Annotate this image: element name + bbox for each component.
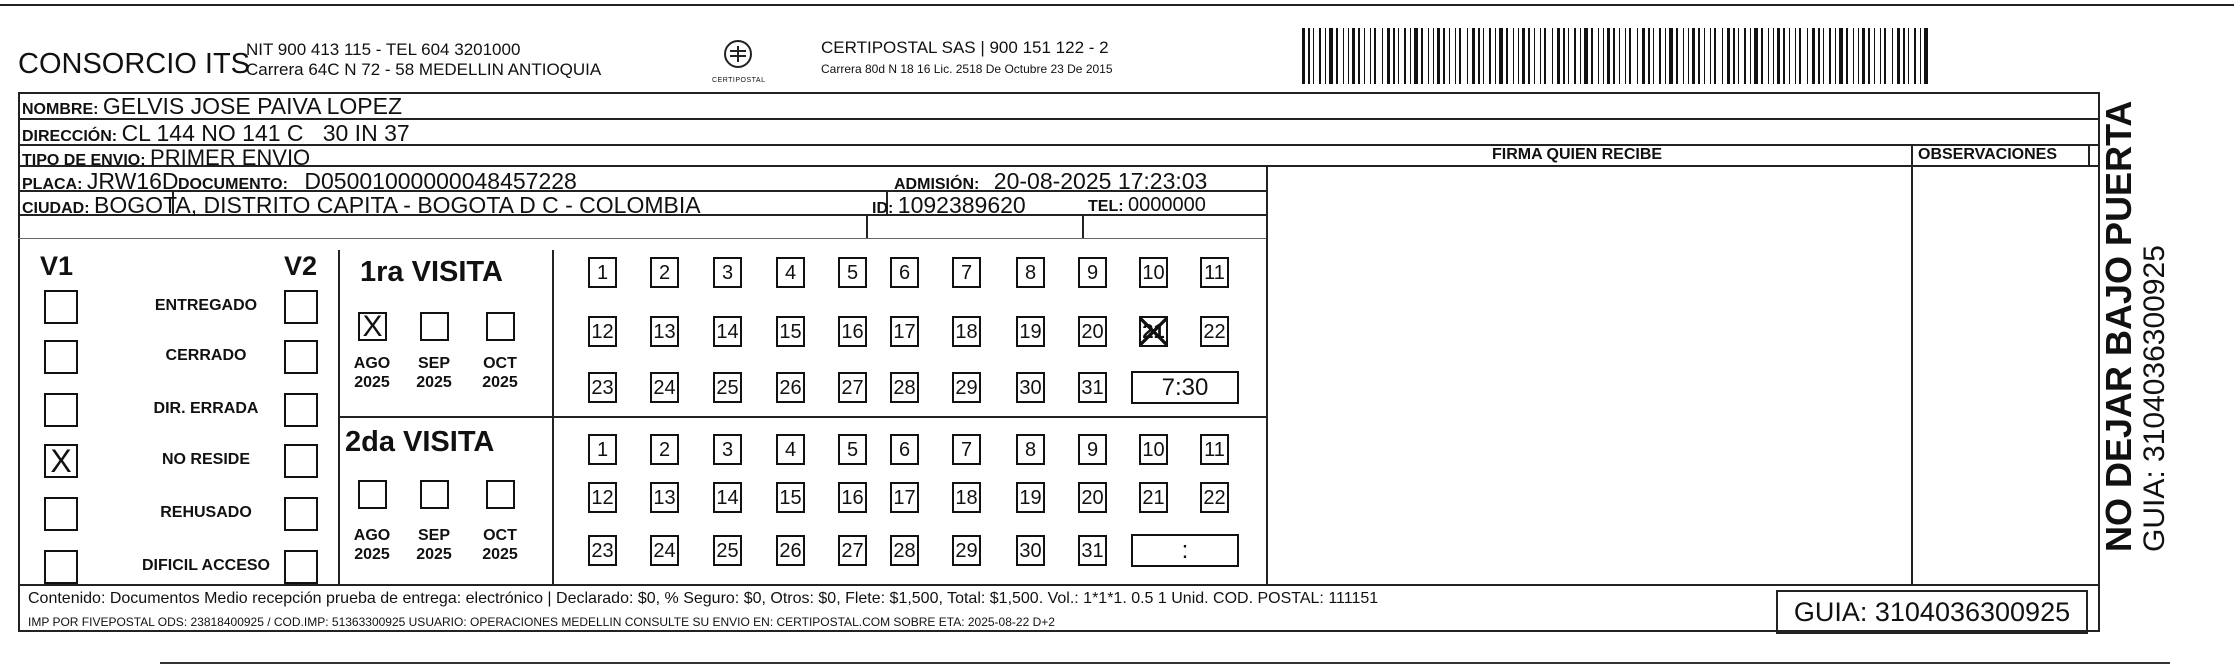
status-label-cerrado: CERRADO (165, 347, 247, 364)
visit2-day-31[interactable]: 31 (1078, 535, 1107, 566)
visit2-time-field[interactable]: : (1131, 534, 1239, 567)
visit2-day-21[interactable]: 21 (1139, 482, 1168, 513)
visit2-title: 2da VISITA (345, 426, 495, 458)
visit1-day-22[interactable]: 22 (1200, 316, 1229, 347)
status-label-rehusado: REHUSADO (160, 504, 252, 521)
id-field (872, 192, 1026, 219)
contenido-line: Contenido: Documentos Medio recepción prueba de entrega: electrónico | Declarado: $0, % Seguro: $0, Otros: $0, Flete: $1,500, Total: $1,500. Vol.: 1*1*1. 0.5 1 Unid. COD. POSTAL: 111151 (28, 590, 1379, 607)
visit2-day-13[interactable]: 13 (650, 482, 679, 513)
visit2-month-label-sep: SEP 2025 (416, 527, 452, 563)
visit2-day-19[interactable]: 19 (1016, 482, 1045, 513)
visit2-day-3[interactable]: 3 (713, 434, 742, 465)
certipostal-logo-icon (716, 36, 760, 80)
visit2-day-30[interactable]: 30 (1016, 535, 1045, 566)
v2-checkbox-rehusado[interactable] (284, 497, 318, 531)
v2-checkbox-cerrado[interactable] (284, 340, 318, 374)
v2-label: V2 (284, 251, 318, 281)
tipo-envio-value: PRIMER ENVIO (150, 145, 311, 170)
certipostal-line: CERTIPOSTAL SAS | 900 151 122 - 2 (821, 38, 1109, 57)
visit1-day-20[interactable]: 20 (1078, 316, 1107, 347)
visit2-day-26[interactable]: 26 (776, 535, 805, 566)
v2-checkbox-dificil-acceso[interactable] (284, 550, 318, 584)
visit1-month-label-oct: OCT 2025 (482, 355, 518, 391)
visit1-day-11[interactable]: 11 (1200, 257, 1229, 288)
placa-field (22, 168, 179, 195)
nombre-value: GELVIS JOSE PAIVA LOPEZ (102, 93, 403, 119)
direccion-value: CL 144 NO 141 C 30 IN 37 (121, 120, 410, 146)
visit2-day-12[interactable]: 12 (588, 482, 617, 513)
placa-value: JRW16D (86, 168, 179, 194)
visit1-title: 1ra VISITA (360, 256, 503, 288)
visit1-day-30[interactable]: 30 (1016, 372, 1045, 403)
documento-field (178, 168, 577, 195)
visit2-day-24[interactable]: 24 (650, 535, 679, 566)
visit1-day-15[interactable]: 15 (776, 316, 805, 347)
direccion-field (22, 120, 410, 147)
visit2-day-14[interactable]: 14 (713, 482, 742, 513)
visit2-day-25[interactable]: 25 (713, 535, 742, 566)
visit1-day-26[interactable]: 26 (776, 372, 805, 403)
v2-checkbox-entregado[interactable] (284, 290, 318, 324)
impresion-line: IMP POR FIVEPOSTAL ODS: 23818400925 / COD.IMP: 51363300925 USUARIO: OPERACIONES MEDELLIN CONSULTE SU ENVIO EN: CERTIPOSTAL.COM SOBRE ETA: 2025-08-22 D+2 (28, 615, 1055, 629)
placa-label: PLACA: (22, 176, 83, 193)
visit2-day-16[interactable]: 16 (838, 482, 867, 513)
admision-label: ADMISIÓN: (894, 176, 980, 193)
direccion-label: DIRECCIÓN: (22, 128, 118, 145)
certipostal-address: Carrera 80d N 18 16 Lic. 2518 De Octubre 23 De 2015 (821, 62, 1113, 76)
documento-value: D05001000000048457228 (304, 168, 577, 194)
visit2-month-label-ago: AGO 2025 (353, 527, 391, 563)
logo-text: CERTIPOSTAL (712, 77, 766, 84)
status-label-dir-errada: DIR. ERRADA (153, 400, 259, 417)
side-guia: GUIA: 3104036300925 (2138, 245, 2171, 552)
v2-checkbox-dir-errada[interactable] (284, 393, 318, 427)
visit2-day-7[interactable]: 7 (952, 434, 981, 465)
visit2-day-1[interactable]: 1 (588, 434, 617, 465)
visit1-month-box-ago[interactable]: X (358, 312, 387, 341)
visit2-month-box-oct[interactable] (486, 480, 515, 509)
visit2-day-29[interactable]: 29 (952, 535, 981, 566)
visit1-month-label-sep: SEP 2025 (416, 355, 452, 391)
side-notice (2100, 101, 2172, 552)
v1-label: V1 (40, 251, 74, 281)
visit2-month-label-oct: OCT 2025 (482, 527, 518, 563)
v1-checkbox-no-reside[interactable]: X (44, 444, 78, 478)
visit1-day-10[interactable]: 10 (1139, 257, 1168, 288)
nombre-field (22, 93, 402, 120)
tel-value: 0000000 (1128, 194, 1206, 216)
visit1-time-field[interactable]: 7:30 (1131, 371, 1239, 404)
v1-checkbox-dir-errada[interactable] (44, 393, 78, 427)
visit1-day-18[interactable]: 18 (952, 316, 981, 347)
visit1-day-3[interactable]: 3 (713, 257, 742, 288)
ciudad-field (22, 192, 701, 219)
status-label-dificil-acceso: DIFICIL ACCESO (141, 557, 270, 574)
visit2-month-box-ago[interactable] (358, 480, 387, 509)
v2-checkbox-no-reside[interactable] (284, 444, 318, 478)
visit1-day-27[interactable]: 27 (838, 372, 867, 403)
visit2-month-box-sep[interactable] (420, 480, 449, 509)
v1-checkbox-entregado[interactable] (44, 290, 78, 324)
visit2-day-5[interactable]: 5 (838, 434, 867, 465)
ciudad-value: BOGOTA, DISTRITO CAPITA - BOGOTA D C - COLOMBIA (94, 192, 701, 218)
visit1-day-17[interactable]: 17 (890, 316, 919, 347)
bottom-rule (160, 662, 2170, 664)
visit2-day-8[interactable]: 8 (1016, 434, 1045, 465)
visit2-day-2[interactable]: 2 (650, 434, 679, 465)
visit1-day-25[interactable]: 25 (713, 372, 742, 403)
visit1-day-29[interactable]: 29 (952, 372, 981, 403)
visit1-day-16[interactable]: 16 (838, 316, 867, 347)
visit2-day-27[interactable]: 27 (838, 535, 867, 566)
visit2-day-10[interactable]: 10 (1139, 434, 1168, 465)
visit1-day-2[interactable]: 2 (650, 257, 679, 288)
company-name: CONSORCIO ITS (18, 48, 251, 80)
visit1-day-14[interactable]: 14 (713, 316, 742, 347)
visit2-day-23[interactable]: 23 (588, 535, 617, 566)
admision-field (894, 168, 1207, 195)
visit2-day-20[interactable]: 20 (1078, 482, 1107, 513)
firma-header: FIRMA QUIEN RECIBE (1492, 146, 1663, 163)
visit2-day-4[interactable]: 4 (776, 434, 805, 465)
status-label-entregado: ENTREGADO (154, 297, 258, 314)
admision-value: 20-08-2025 17:23:03 (993, 168, 1208, 194)
guia-number: GUIA: 3104036300925 (1776, 590, 2088, 634)
v1-checkbox-dificil-acceso[interactable] (44, 550, 78, 584)
visit1-day-4[interactable]: 4 (776, 257, 805, 288)
visit2-day-15[interactable]: 15 (776, 482, 805, 513)
tel-label: TEL: (1088, 198, 1124, 215)
v1-checkbox-cerrado[interactable] (44, 340, 78, 374)
nombre-label: NOMBRE: (22, 101, 99, 118)
tipo-envio-label: TIPO DE ENVIO: (22, 152, 146, 169)
barcode (1302, 28, 1930, 84)
visit1-month-box-sep[interactable] (420, 312, 449, 341)
visit2-day-18[interactable]: 18 (952, 482, 981, 513)
visit1-day-21[interactable]: 21 (1139, 316, 1168, 347)
visit2-day-9[interactable]: 9 (1078, 434, 1107, 465)
visit1-day-31[interactable]: 31 (1078, 372, 1107, 403)
visit1-day-8[interactable]: 8 (1016, 257, 1045, 288)
visit1-day-12[interactable]: 12 (588, 316, 617, 347)
visit2-day-17[interactable]: 17 (890, 482, 919, 513)
visit1-day-7[interactable]: 7 (952, 257, 981, 288)
visit1-day-9[interactable]: 9 (1078, 257, 1107, 288)
visit1-day-28[interactable]: 28 (890, 372, 919, 403)
visit2-day-6[interactable]: 6 (890, 434, 919, 465)
tel-field (1088, 194, 1206, 217)
visit2-day-28[interactable]: 28 (890, 535, 919, 566)
ciudad-label: CIUDAD: (22, 200, 90, 217)
documento-label: DOCUMENTO: (178, 176, 288, 193)
visit1-month-label-ago: AGO 2025 (353, 355, 391, 391)
v1-checkbox-rehusado[interactable] (44, 497, 78, 531)
visit1-day-1[interactable]: 1 (588, 257, 617, 288)
no-dejar-bajo-puerta: NO DEJAR BAJO PUERTA (2098, 100, 2139, 552)
visit1-day-24[interactable]: 24 (650, 372, 679, 403)
visit1-day-13[interactable]: 13 (650, 316, 679, 347)
visit1-day-5[interactable]: 5 (838, 257, 867, 288)
visit1-day-6[interactable]: 6 (890, 257, 919, 288)
id-label: ID: (872, 200, 894, 217)
id-value: 1092389620 (897, 192, 1026, 218)
visit1-day-23[interactable]: 23 (588, 372, 617, 403)
company-nit: NIT 900 413 115 - TEL 604 3201000 (246, 40, 521, 59)
status-label-no-reside: NO RESIDE (161, 451, 250, 468)
visit1-day-19[interactable]: 19 (1016, 316, 1045, 347)
company-address: Carrera 64C N 72 - 58 MEDELLIN ANTIOQUIA (246, 60, 602, 79)
visit2-day-11[interactable]: 11 (1200, 434, 1229, 465)
observaciones-header: OBSERVACIONES (1918, 146, 2057, 163)
visit2-day-22[interactable]: 22 (1200, 482, 1229, 513)
top-rule (0, 4, 2234, 6)
visit1-month-box-oct[interactable] (486, 312, 515, 341)
